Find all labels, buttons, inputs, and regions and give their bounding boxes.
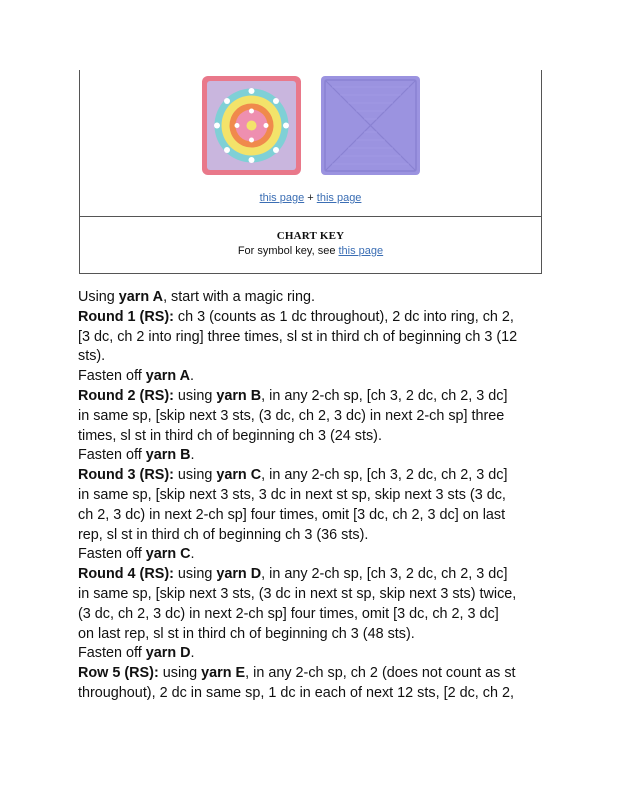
instruction-line xyxy=(78,684,548,704)
bold-term: Round 1 (RS): xyxy=(78,308,174,325)
instruction-line xyxy=(78,565,548,585)
text-segment: , in any 2-ch sp, ch 2 (does not count as st xyxy=(245,665,516,682)
text-segment: Fasten off xyxy=(78,368,146,385)
instruction-line xyxy=(78,466,548,486)
instruction-line xyxy=(78,367,548,387)
text-segment: in same sp, [skip next 3 sts, (3 dc in next st sp, skip next 3 sts) twice, xyxy=(78,585,517,602)
solid-square-photo-b xyxy=(320,75,421,176)
divider xyxy=(80,216,541,217)
text-segment: Using xyxy=(78,289,119,305)
instruction-line xyxy=(78,526,548,546)
chart-key-subtitle xyxy=(80,245,541,257)
text-segment: ch 3 (counts as 1 dc throughout), 2 dc into ring, ch 2, xyxy=(173,308,514,325)
instruction-line xyxy=(78,585,548,605)
text-segment: , in any 2-ch sp, [ch 3, 2 dc, ch 2, 3 dc] xyxy=(261,566,508,583)
photo-panel xyxy=(80,70,541,217)
bold-term: yarn A xyxy=(118,289,164,305)
granny-square-photo-a xyxy=(201,75,302,176)
text-segment: . xyxy=(190,645,195,662)
text-segment: (3 dc, ch 2, 3 dc) in next 2-ch sp] four times, omit [3 dc, ch 2, 3 dc] xyxy=(78,605,499,622)
text-segment: using xyxy=(173,566,217,583)
bold-term: yarn E xyxy=(201,665,246,682)
text-segment: in same sp, [skip next 3 sts, (3 dc, ch 2, 3 dc) in next 2-ch sp] three xyxy=(78,407,505,424)
instruction-line xyxy=(78,625,548,645)
photo-link-1[interactable]: this page xyxy=(259,192,305,204)
bold-term: yarn D xyxy=(216,566,262,583)
instruction-line xyxy=(78,387,548,407)
bold-term: Round 2 (RS): xyxy=(78,387,174,404)
instruction-line xyxy=(78,347,548,367)
pattern-instructions xyxy=(78,288,548,704)
text-segment: using xyxy=(173,387,217,404)
text-segment: . xyxy=(190,546,195,563)
instruction-line xyxy=(78,308,548,328)
text-segment: using xyxy=(158,665,202,682)
text-segment: using xyxy=(173,467,217,484)
text-segment: on last rep, sl st in third ch of beginning ch 3 (48 sts). xyxy=(78,625,415,642)
bold-term: yarn D xyxy=(145,645,191,662)
text-segment: . xyxy=(190,368,194,385)
text-segment: sts). xyxy=(78,348,106,365)
instruction-line xyxy=(78,664,548,684)
text-segment: Fasten off xyxy=(78,447,146,464)
chart-key xyxy=(80,230,541,257)
text-segment: times, sl st in third ch of beginning ch 3 (24 sts). xyxy=(78,427,382,444)
bold-term: Round 4 (RS): xyxy=(78,566,174,583)
instruction-line xyxy=(78,644,548,664)
photo-link-2[interactable]: this page xyxy=(316,192,362,204)
text-segment: , start with a magic ring. xyxy=(163,289,316,305)
text-segment: , in any 2-ch sp, [ch 3, 2 dc, ch 2, 3 dc] xyxy=(261,467,508,484)
figure-frame xyxy=(79,70,542,274)
instruction-line xyxy=(78,407,548,427)
bold-term: Row 5 (RS): xyxy=(78,665,159,682)
bold-term: Round 3 (RS): xyxy=(78,467,174,484)
text-segment: . xyxy=(190,447,195,464)
text-segment: Fasten off xyxy=(78,645,146,662)
bold-term: yarn C xyxy=(145,546,191,563)
instruction-line xyxy=(78,605,548,625)
instruction-line xyxy=(78,545,548,565)
text-segment: throughout), 2 dc in same sp, 1 dc in each of next 12 sts, [2 dc, ch 2, xyxy=(78,684,514,701)
instruction-line xyxy=(78,486,548,506)
text-segment: , in any 2-ch sp, [ch 3, 2 dc, ch 2, 3 dc] xyxy=(261,387,508,404)
bold-term: yarn A xyxy=(145,368,190,385)
bold-term: yarn B xyxy=(216,387,262,404)
chart-key-title: CHART KEY xyxy=(276,230,345,242)
instruction-line xyxy=(78,328,548,348)
instruction-line xyxy=(78,288,548,308)
text-segment: in same sp, [skip next 3 sts, 3 dc in next st sp, skip next 3 sts (3 dc, xyxy=(78,486,506,503)
instruction-line xyxy=(78,506,548,526)
text-segment: Fasten off xyxy=(78,546,146,563)
bold-term: yarn C xyxy=(216,467,262,484)
bold-term: yarn B xyxy=(145,447,191,464)
plus-sign: + xyxy=(307,192,314,204)
instruction-line xyxy=(78,446,548,466)
instruction-line xyxy=(78,427,548,447)
text-segment: rep, sl st in third ch of beginning ch 3 (36 sts). xyxy=(78,526,369,543)
photo-links xyxy=(80,192,541,204)
chart-key-link[interactable]: this page xyxy=(338,245,384,257)
text-segment: ch 2, 3 dc) in next 2-ch sp] four times, omit [3 dc, ch 2, 3 dc] on last xyxy=(78,506,506,523)
chart-key-subtitle-text: For symbol key, see xyxy=(237,245,339,257)
text-segment: [3 dc, ch 2 into ring] three times, sl st in third ch of beginning ch 3 (12 xyxy=(78,328,518,345)
